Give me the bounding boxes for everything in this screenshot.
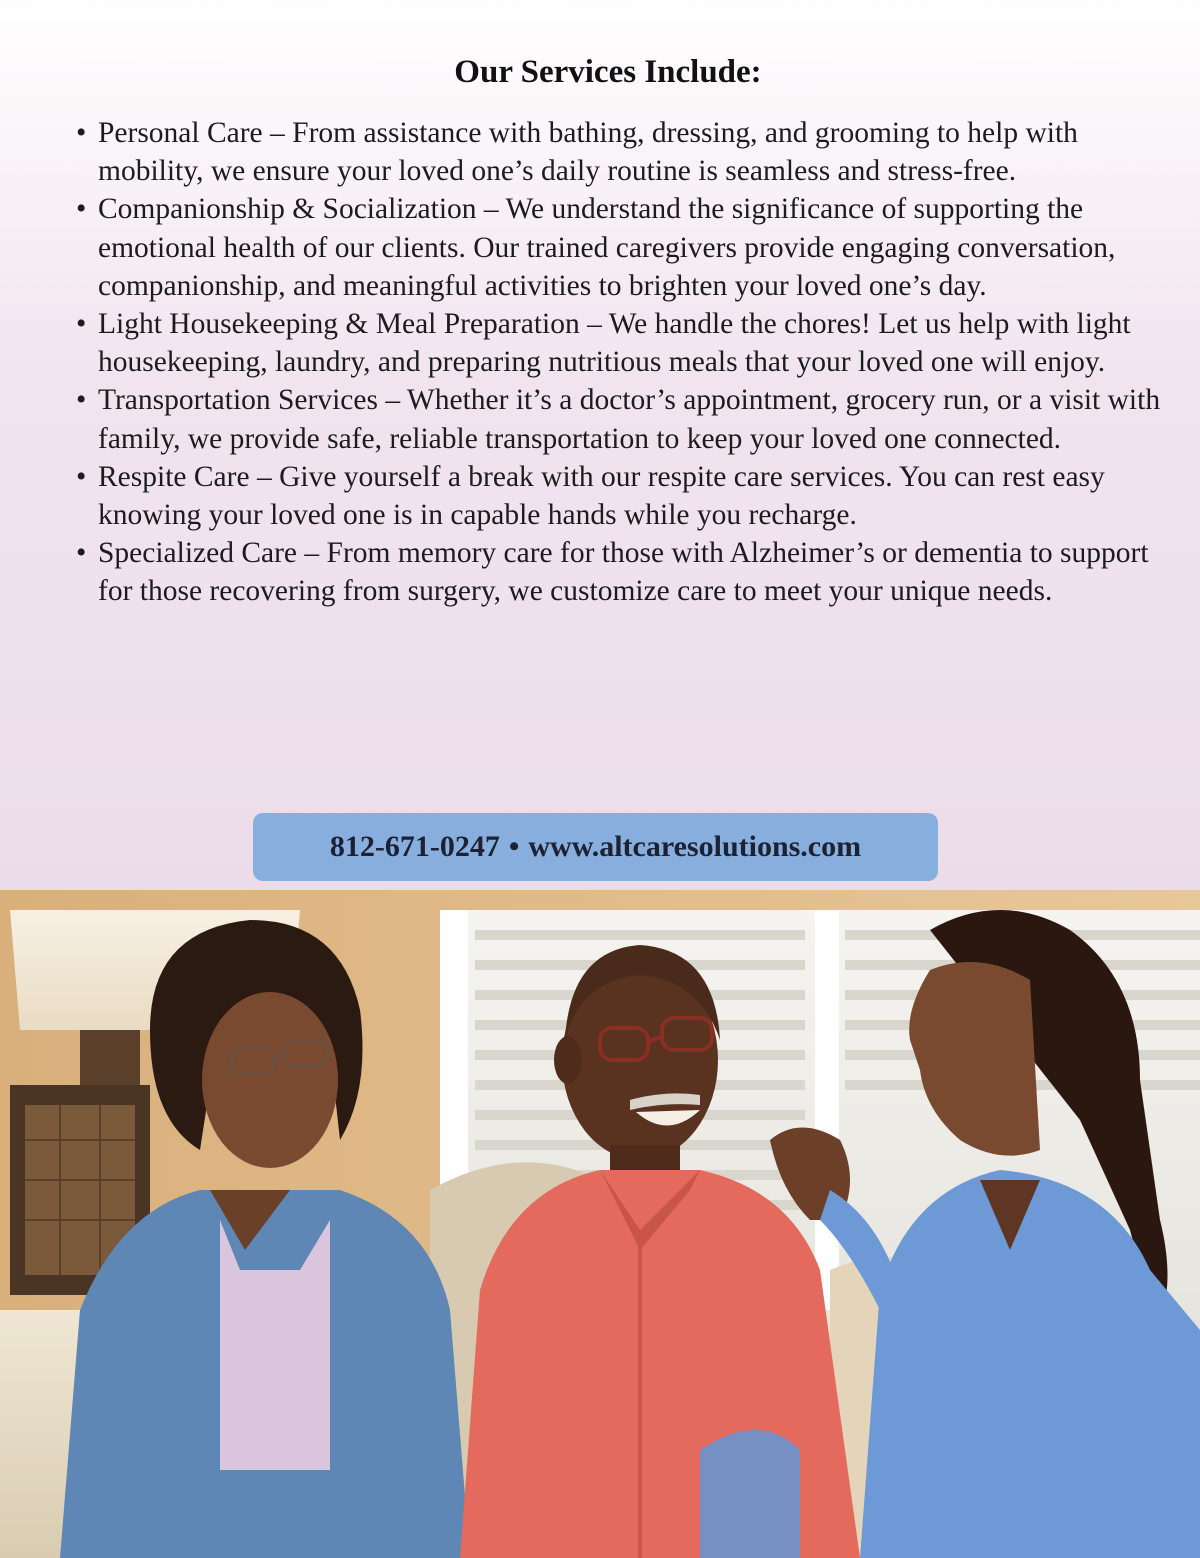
service-description: We handle the chores! Let us help with light housekeeping, laundry, and preparing nutritious meals that your loved one will enjoy.	[98, 308, 1131, 379]
service-name: Respite Care	[98, 460, 250, 493]
separator-bullet: •	[508, 830, 520, 863]
list-item: • Light Housekeeping & Meal Preparation – We handle the chores! Let us help with light housekeeping, laundry, and preparing nutritious meals that your loved one will enjoy.	[72, 305, 1162, 381]
page-title: Our Services Include:	[454, 54, 762, 90]
service-name: Personal Care	[98, 117, 263, 149]
caregiver-photo	[0, 890, 1200, 1558]
service-description: Give yourself a break with our respite care services. You can rest easy knowing your loved one is in capable hands while you recharge.	[98, 460, 1105, 532]
list-item: • Companionship & Socialization – We understand the significance of supporting the emotional health of our clients. Our trained caregivers provide engaging conversation, companionship, and meaningful activities to brighten your loved one’s day.	[72, 190, 1162, 305]
list-item: • Transportation Services – Whether it’s a doctor’s appointment, grocery run, or a visit with family, we provide safe, reliable transportation to keep your loved one connected.	[72, 381, 1162, 457]
caregiver-photo-illustration	[0, 890, 1200, 1558]
service-name: Light Housekeeping & Meal Preparation	[98, 308, 580, 341]
list-item: • Respite Care – Give yourself a break with our respite care services. You can rest easy knowing your loved one is in capable hands while you recharge.	[72, 458, 1162, 534]
list-item: • Specialized Care – From memory care for those with Alzheimer’s or dementia to support for those recovering from surgery, we customize care to meet your unique needs.	[72, 534, 1162, 610]
list-item: • Personal Care – From assistance with bathing, dressing, and grooming to help with mobility, we ensure your loved one’s daily routine is seamless and stress-free.	[72, 114, 1162, 190]
service-description: From assistance with bathing, dressing, and grooming to help with mobility, we ensure your loved one’s daily routine is seamless and stress-free.	[98, 117, 1078, 188]
service-name: Specialized Care	[98, 537, 298, 570]
service-name: Companionship & Socialization	[98, 193, 477, 226]
website-link[interactable]: www.altcaresolutions.com	[528, 830, 862, 863]
service-name: Transportation Services	[98, 384, 378, 417]
phone-link[interactable]: 812-671-0247	[329, 830, 500, 863]
services-list	[72, 114, 1162, 611]
service-description: Whether it’s a doctor’s appointment, grocery run, or a visit with family, we provide safe, reliable transportation to keep your loved one connected.	[98, 384, 1161, 455]
service-description: We understand the significance of supporting the emotional health of our clients. Our trained caregivers provide engaging conversation, companionship, and meaningful activities to brighten your loved one’s day.	[98, 193, 1116, 302]
service-description: From memory care for those with Alzheimer’s or dementia to support for those recovering from surgery, we customize care to meet your unique needs.	[98, 537, 1149, 608]
contact-bar	[253, 813, 938, 881]
